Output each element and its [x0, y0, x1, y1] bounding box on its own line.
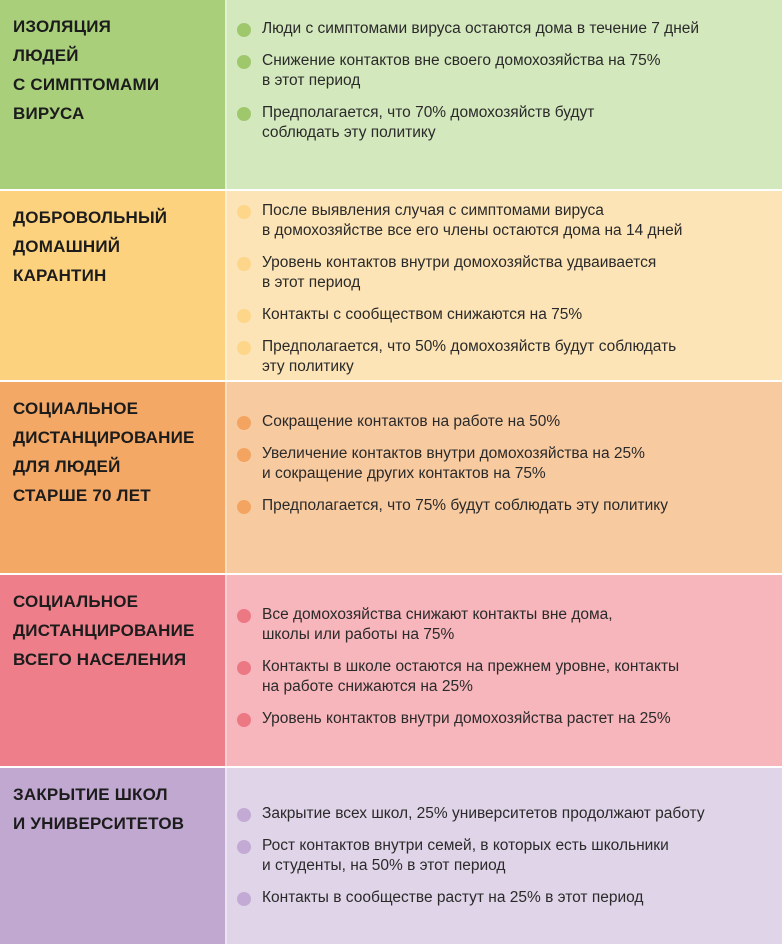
policy-title-line: СТАРШЕ 70 ЛЕТ — [13, 486, 151, 505]
bullet-dot-icon — [237, 840, 251, 854]
policy-title-line: ВИРУСА — [13, 104, 85, 123]
policy-bullet — [237, 444, 774, 484]
policy-details-cell — [225, 382, 782, 573]
policy-title-line: СОЦИАЛЬНОЕ — [13, 399, 139, 418]
policy-title-line: ДЛЯ ЛЮДЕЙ — [13, 457, 121, 476]
policy-bullet-text: Контакты в сообществе растут на 25% в этот период — [262, 889, 644, 906]
bullet-dot-icon — [237, 713, 251, 727]
policy-bullet — [237, 305, 774, 325]
policy-bullet-text: Все домохозяйства снижают контакты вне дома, — [262, 606, 613, 623]
bullet-dot-icon — [237, 661, 251, 675]
policy-bullet — [237, 337, 774, 377]
bullet-dot-icon — [237, 609, 251, 623]
policy-details-cell — [225, 191, 782, 380]
policy-bullet-text: школы или работы на 75% — [262, 626, 455, 643]
policy-bullet — [237, 19, 774, 39]
policy-row — [0, 573, 782, 766]
policy-title-cell — [0, 191, 225, 380]
policy-bullet-text: эту политику — [262, 358, 354, 375]
policy-bullet — [237, 804, 774, 824]
policy-bullet-text: Закрытие всех школ, 25% университетов продолжают работу — [262, 805, 705, 822]
bullet-dot-icon — [237, 23, 251, 37]
policy-title-line: ДИСТАНЦИРОВАНИЕ — [13, 428, 195, 447]
policy-bullet — [237, 51, 774, 91]
policy-bullet — [237, 496, 774, 516]
policy-bullet-text: и студенты, на 50% в этот период — [262, 857, 506, 874]
policy-title-line: ДОМАШНИЙ — [13, 237, 121, 256]
policy-bullet — [237, 888, 774, 908]
policy-row — [0, 766, 782, 944]
policy-bullet — [237, 201, 774, 241]
policy-title-cell — [0, 575, 225, 766]
bullet-dot-icon — [237, 416, 251, 430]
policy-title-cell — [0, 0, 225, 189]
policy-bullet-text: в домохозяйстве все его члены остаются дома на 14 дней — [262, 222, 683, 239]
bullet-dot-icon — [237, 341, 251, 355]
bullet-dot-icon — [237, 205, 251, 219]
policy-bullet — [237, 657, 774, 697]
bullet-dot-icon — [237, 257, 251, 271]
policy-title-line: ИЗОЛЯЦИЯ — [13, 17, 112, 36]
policy-title-line: ВСЕГО НАСЕЛЕНИЯ — [13, 650, 187, 669]
policy-title-line: ЛЮДЕЙ — [13, 46, 79, 65]
policy-bullet-text: Рост контактов внутри семей, в которых есть школьники — [262, 837, 669, 854]
policy-bullet — [237, 412, 774, 432]
bullet-dot-icon — [237, 892, 251, 906]
policy-bullet-text: Предполагается, что 75% будут соблюдать эту политику — [262, 497, 668, 514]
policy-title-line: КАРАНТИН — [13, 266, 107, 285]
policy-title-cell — [0, 382, 225, 573]
policy-row — [0, 189, 782, 380]
policy-title-line: ЗАКРЫТИЕ ШКОЛ — [13, 785, 168, 804]
policy-title-line: ДИСТАНЦИРОВАНИЕ — [13, 621, 195, 640]
bullet-dot-icon — [237, 107, 251, 121]
policy-details-cell — [225, 768, 782, 944]
bullet-dot-icon — [237, 500, 251, 514]
policy-bullet-text: и сокращение других контактов на 75% — [262, 465, 546, 482]
bullet-dot-icon — [237, 448, 251, 462]
policy-bullet — [237, 709, 774, 729]
policy-title-line: СОЦИАЛЬНОЕ — [13, 592, 139, 611]
policy-bullet-text: После выявления случая с симптомами вируса — [262, 202, 604, 219]
policy-bullet-text: Сокращение контактов на работе на 50% — [262, 413, 561, 430]
policy-row — [0, 380, 782, 573]
policy-bullet-text: Снижение контактов вне своего домохозяйства на 75% — [262, 52, 661, 69]
policy-title-line: С СИМПТОМАМИ — [13, 75, 160, 94]
policy-bullet-text: соблюдать эту политику — [262, 124, 436, 141]
policy-bullet-text: на работе снижаются на 25% — [262, 678, 473, 695]
bullet-dot-icon — [237, 808, 251, 822]
bullet-dot-icon — [237, 55, 251, 69]
policy-bullet — [237, 605, 774, 645]
policy-bullet-text: Контакты с сообществом снижаются на 75% — [262, 306, 583, 323]
policy-details-cell — [225, 0, 782, 189]
policy-bullet-text: Уровень контактов внутри домохозяйства удваивается — [262, 254, 657, 271]
policy-title-line: ДОБРОВОЛЬНЫЙ — [13, 208, 168, 227]
policy-details-cell — [225, 575, 782, 766]
policy-bullet-text: Люди с симптомами вируса остаются дома в течение 7 дней — [262, 20, 700, 37]
policy-row — [0, 0, 782, 189]
policy-title-line: И УНИВЕРСИТЕТОВ — [13, 814, 185, 833]
policy-bullet — [237, 836, 774, 876]
policy-bullet-text: в этот период — [262, 274, 361, 291]
policy-bullet-text: Увеличение контактов внутри домохозяйства на 25% — [262, 445, 645, 462]
policy-bullet-text: Предполагается, что 70% домохозяйств будут — [262, 104, 595, 121]
policy-title-cell — [0, 768, 225, 944]
bullet-dot-icon — [237, 309, 251, 323]
policy-bullet-text: Контакты в школе остаются на прежнем уровне, контакты — [262, 658, 680, 675]
policy-bullet — [237, 253, 774, 293]
policy-bullet-text: в этот период — [262, 72, 361, 89]
policy-bullet — [237, 103, 774, 143]
policy-bullet-text: Предполагается, что 50% домохозяйств будут соблюдать — [262, 338, 677, 355]
policy-bullet-text: Уровень контактов внутри домохозяйства растет на 25% — [262, 710, 671, 727]
